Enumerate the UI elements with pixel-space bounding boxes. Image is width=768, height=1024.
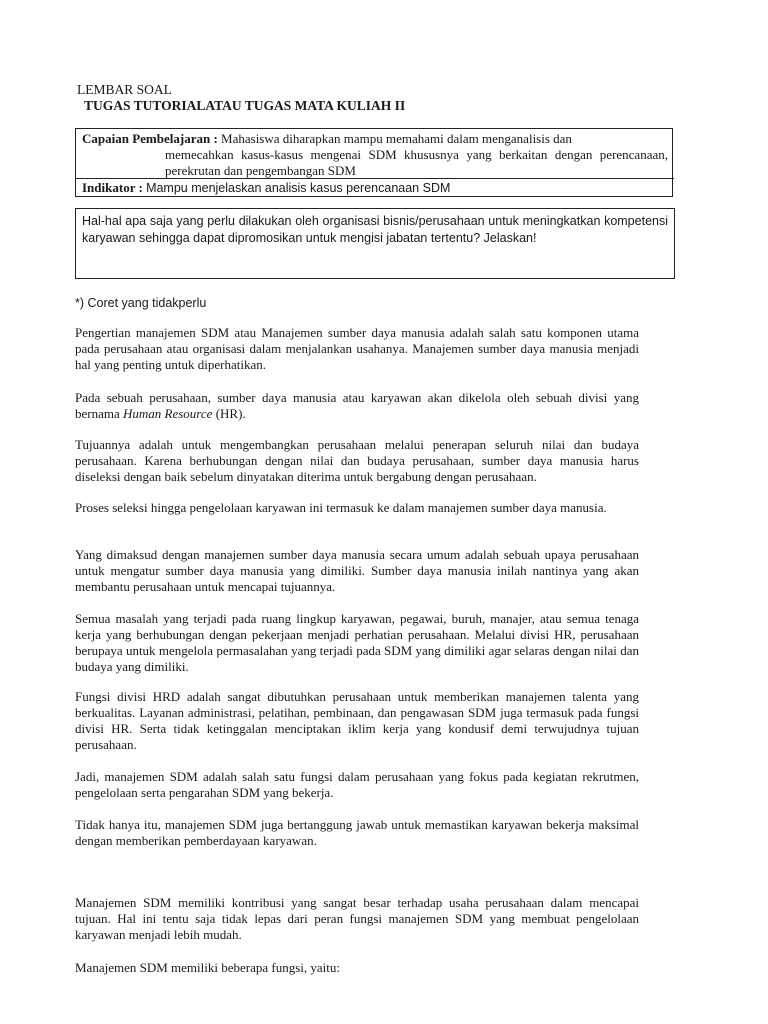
capaian-row: [82, 131, 668, 179]
footnote: *) Coret yang tidakperlu: [75, 296, 207, 310]
paragraph-2-italic: Human Resource: [123, 406, 213, 421]
paragraph-10: Manajemen SDM memiliki kontribusi yang sangat besar terhadap usaha perusahaan dalam mencapai tujuan. Hal ini tentu saja tidak lepas dari peran fungsi manajemen SDM yang membuat pengelolaan karyawan menjadi lebih mudah.: [75, 895, 639, 942]
paragraph-4: Proses seleksi hingga pengelolaan karyawan ini termasuk ke dalam manajemen sumber daya manusia.: [75, 500, 607, 515]
question-box: Hal-hal apa saja yang perlu dilakukan oleh organisasi bisnis/perusahaan untuk meningkatkan kompetensi karyawan sehingga dapat dipromosikan untuk mengisi jabatan tertentu? Jelaskan!: [75, 208, 675, 279]
paragraph-3: Tujuannya adalah untuk mengembangkan perusahaan melalui penerapan seluruh nilai dan budaya perusahaan. Karena berhubungan dengan nilai dan budaya perusahaan, sumber daya manusia harus diseleksi dengan baik sebelum dinyatakan diterima untuk bergabung dengan perusahaan.: [75, 437, 639, 484]
capaian-label: Capaian Pembelajaran :: [82, 131, 218, 146]
paragraph-2-text: Pada sebuah perusahaan, sumber daya manusia atau karyawan akan dikelola oleh sebuah divisi yang bernama: [75, 390, 639, 421]
paragraph-2-end: (HR).: [212, 406, 246, 421]
learning-outcome-box: [75, 128, 673, 197]
paragraph-9: Tidak hanya itu, manajemen SDM juga bertanggung jawab untuk memastikan karyawan bekerja maksimal dengan memberikan pemberdayaan karyawan.: [75, 817, 639, 848]
paragraph-11: Manajemen SDM memiliki beberapa fungsi, yaitu:: [75, 960, 340, 975]
paragraph-1: Pengertian manajemen SDM atau Manajemen sumber daya manusia adalah salah satu komponen utama pada perusahaan atau organisasi dalam menjalankan usahanya. Manajemen sumber daya manusia menjadi hal yang penting untuk diperhatikan.: [75, 325, 639, 372]
paragraph-6: Semua masalah yang terjadi pada ruang lingkup karyawan, pegawai, buruh, manajer, atau semua tenaga kerja yang berhubungan dengan pekerjaan menjadi perhatian perusahaan. Melalui divisi HR, perusahaan berupaya untuk mengelola permasalahan yang terjadi pada SDM yang dimiliki agar selaras dengan nilai dan budaya yang dimiliki.: [75, 611, 639, 674]
indikator-text: Mampu menjelaskan analisis kasus perencanaan SDM: [146, 181, 451, 195]
sheet-title: LEMBAR SOAL: [77, 82, 172, 97]
paragraph-7: Fungsi divisi HRD adalah sangat dibutuhkan perusahaan untuk memberikan manajemen talenta yang berkualitas. Layanan administrasi, pelatihan, pembinaan, dan pengawasan SDM juga termasuk pada fungsi divisi HR. Serta tidak ketinggalan menciptakan iklim kerja yang kondusif demi terwujudnya tujuan perusahaan.: [75, 689, 639, 752]
capaian-text-rest: memecahkan kasus-kasus mengenai SDM khususnya yang berkaitan dengan perencanaan, perekrutan dan pengembangan SDM: [165, 147, 668, 178]
assignment-title: TUGAS TUTORIALATAU TUGAS MATA KULIAH II: [84, 98, 406, 113]
paragraph-2: [75, 390, 639, 422]
indikator-row: [76, 178, 674, 197]
paragraph-5: Yang dimaksud dengan manajemen sumber daya manusia secara umum adalah sebuah upaya perusahaan untuk mengatur sumber daya manusia yang dimiliki. Sumber daya manusia inilah nantinya yang akan membantu perusahaan untuk mencapai tujuannya.: [75, 547, 639, 594]
paragraph-8: Jadi, manajemen SDM adalah salah satu fungsi dalam perusahaan yang fokus pada kegiatan rekrutmen, pengelolaan serta pengarahan SDM yang bekerja.: [75, 769, 639, 800]
indikator-label: Indikator :: [82, 180, 143, 195]
capaian-text-first: Mahasiswa diharapkan mampu memahami dalam menganalisis dan: [221, 131, 572, 146]
